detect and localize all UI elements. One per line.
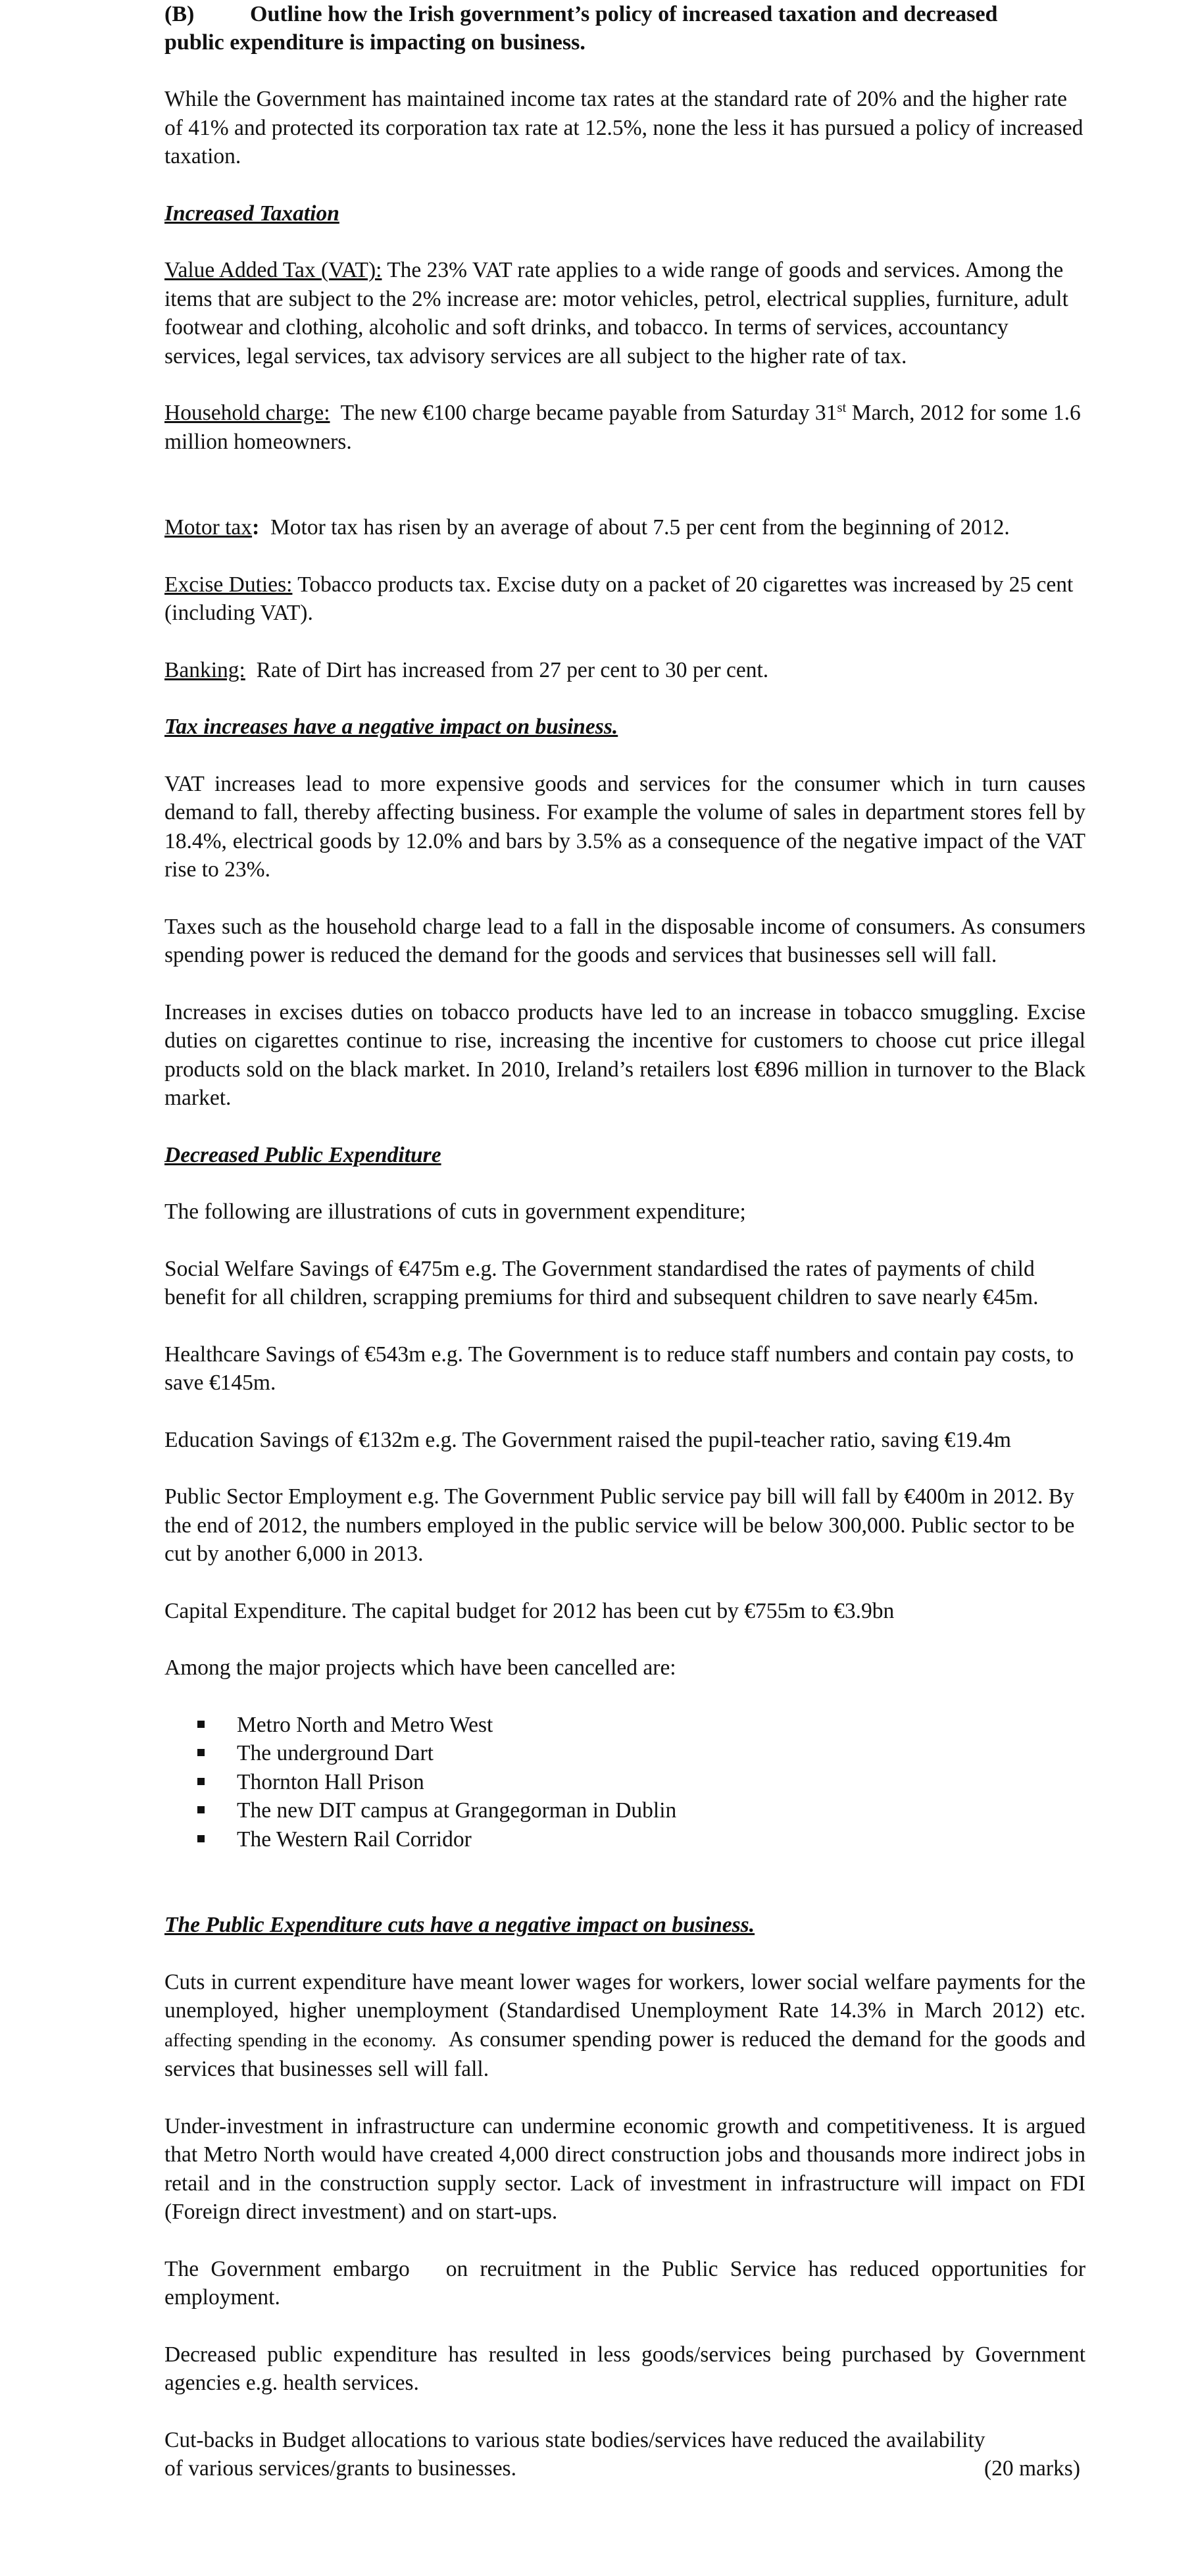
expenditure-paragraph: Healthcare Savings of €543m e.g. The Government is to reduce staff numbers and contain pay costs, to save €145m. bbox=[164, 1342, 1074, 1395]
document-page bbox=[164, 0, 1091, 2483]
banking-text: Rate of Dirt has increased from 27 per cent to 30 per cent. bbox=[245, 657, 769, 682]
list-item: Thornton Hall Prison bbox=[197, 1768, 1085, 1797]
expenditure-paragraph: Social Welfare Savings of €475m e.g. The Government standardised the rates of payments of child benefit for all children, scrapping premiums for third and subsequent children to save nearly €45m. bbox=[164, 1256, 1039, 1309]
question-label: (B) bbox=[164, 2, 195, 26]
projects-intro: Among the major projects which have been cancelled are: bbox=[164, 1655, 676, 1680]
list-item: Metro North and Metro West bbox=[197, 1711, 1085, 1740]
tax-impact-paragraph: Taxes such as the household charge lead to a fall in the disposable income of consumers. As consumers spending power is reduced the demand for the goods and services that businesses sell will fall. bbox=[164, 914, 1085, 967]
bullet-icon bbox=[197, 1835, 205, 1842]
list-item: The underground Dart bbox=[197, 1739, 1085, 1768]
expenditure-impact-paragraph: Decreased public expenditure has resulted in less goods/services being purchased by Government agencies e.g. health services. bbox=[164, 2342, 1085, 2395]
section-title-increased-taxation: Increased Taxation bbox=[164, 201, 339, 226]
excise-text: Tobacco products tax. Excise duty on a packet of 20 cigarettes was increased by 25 cent (including VAT). bbox=[164, 572, 1074, 625]
expenditure-paragraph: Education Savings of €132m e.g. The Government raised the pupil-teacher ratio, saving €19.4m bbox=[164, 1427, 1011, 1452]
final-line-1: Cut-backs in Budget allocations to various state bodies/services have reduced the availability bbox=[164, 2427, 985, 2452]
question-heading bbox=[164, 0, 1085, 57]
expenditure-intro: The following are illustrations of cuts in government expenditure; bbox=[164, 1200, 746, 1224]
expenditure-impact-paragraph: Cuts in current expenditure have meant lower wages for workers, lower social welfare payments for the unemployed, higher unemployment (Standardised Unemployment Rate 14.3% in March 2012) etc. affecting spending in the economy. As consumer spending power is reduced the demand for the goods and services that businesses sell will fall. bbox=[164, 1969, 1091, 2081]
question-line-1: Outline how the Irish government’s policy of increased taxation and decreased bbox=[250, 2, 998, 26]
question-line-2: public expenditure is impacting on business. bbox=[164, 30, 586, 55]
motor-label: Motor tax bbox=[164, 515, 253, 540]
household-sup: st bbox=[837, 399, 847, 415]
banking-label: Banking: bbox=[164, 657, 245, 682]
list-item: The Western Rail Corridor bbox=[197, 1825, 1085, 1854]
bullet-icon bbox=[197, 1721, 205, 1728]
marks-label: (20 marks) bbox=[984, 2456, 1080, 2481]
expenditure-paragraph: Public Sector Employment e.g. The Government Public service pay bill will fall by €400m in 2012. By the end of 2012, the numbers employed in the public service will be below 300,000. Public sector to be cut by another 6,000 in 2013. bbox=[164, 1484, 1075, 1566]
excise-paragraph bbox=[164, 570, 1085, 628]
vat-paragraph bbox=[164, 256, 1085, 370]
expenditure-impact-paragraph: Under-investment in infrastructure can undermine economic growth and competitiveness. It is argued that Metro North would have created 4,000 direct construction jobs and thousands more indirect jobs in retail and in the construction supply sector. Lack of investment in infrastructure will impact on FDI (Foreign direct investment) and on start-ups. bbox=[164, 2113, 1085, 2224]
intro-paragraph: While the Government has maintained income tax rates at the standard rate of 20% and the higher rate of 41% and protected its corporation tax rate at 12.5%, none the less it has pursued a policy of increased taxation. bbox=[164, 87, 1084, 168]
list-item: The new DIT campus at Grangegorman in Dublin bbox=[197, 1796, 1085, 1825]
tax-impact-paragraph: VAT increases lead to more expensive goods and services for the consumer which in turn causes demand to fall, thereby affecting business. For example the volume of sales in department stores fell by 18.4%, electrical goods by 12.0% and bars by 3.5% as a consequence of the negative impact of the VAT rise to 23%. bbox=[164, 771, 1085, 882]
tax-impact-paragraph: Increases in excises duties on tobacco products have led to an increase in tobacco smuggling. Excise duties on cigarettes continue to rise, increasing the incentive for customers to choose cut price illegal products sold on the black market. In 2010, Ireland’s retailers lost €896 million in turnover to the Black market. bbox=[164, 999, 1085, 1110]
banking-paragraph bbox=[164, 656, 1085, 685]
motor-paragraph bbox=[164, 513, 1085, 542]
household-text-b: March, 2012 for some 1.6 million homeowners. bbox=[164, 401, 1081, 454]
final-line-2: of various services/grants to businesses. bbox=[164, 2456, 516, 2481]
household-label: Household charge: bbox=[164, 401, 330, 425]
expenditure-paragraph: Capital Expenditure. The capital budget for 2012 has been cut by €755m to €3.9bn bbox=[164, 1598, 895, 1623]
excise-label: Excise Duties: bbox=[164, 572, 293, 597]
bullet-icon bbox=[197, 1806, 205, 1813]
vat-text: The 23% VAT rate applies to a wide range of goods and services. Among the items that are subject to the 2% increase are: motor vehicles, petrol, electrical supplies, furniture, adult footwear and clothing, alcoholic and soft drinks, and tobacco. In terms of services, accountancy services, legal services, tax advisory services are all subject to the higher rate of tax. bbox=[164, 258, 1068, 368]
motor-text: Motor tax has risen by an average of about 7.5 per cent from the beginning of 2012. bbox=[259, 515, 1010, 540]
section-title-expenditure-impact: The Public Expenditure cuts have a negative impact on business. bbox=[164, 1913, 755, 1937]
final-paragraph bbox=[164, 2426, 1085, 2483]
motor-colon: : bbox=[252, 515, 260, 540]
expenditure-impact-paragraph: The Government embargo on recruitment in the Public Service has reduced opportunities for employment. bbox=[164, 2256, 1091, 2310]
vat-label: Value Added Tax (VAT): bbox=[164, 258, 382, 282]
section-title-decreased-expenditure: Decreased Public Expenditure bbox=[164, 1142, 441, 1167]
household-paragraph bbox=[164, 399, 1085, 456]
bullet-icon bbox=[197, 1778, 205, 1785]
section-title-tax-impact: Tax increases have a negative impact on business. bbox=[164, 715, 618, 739]
household-text-a: The new €100 charge became payable from Saturday 31 bbox=[330, 401, 837, 425]
cancelled-projects-list bbox=[164, 1711, 1085, 1854]
bullet-icon bbox=[197, 1749, 205, 1756]
